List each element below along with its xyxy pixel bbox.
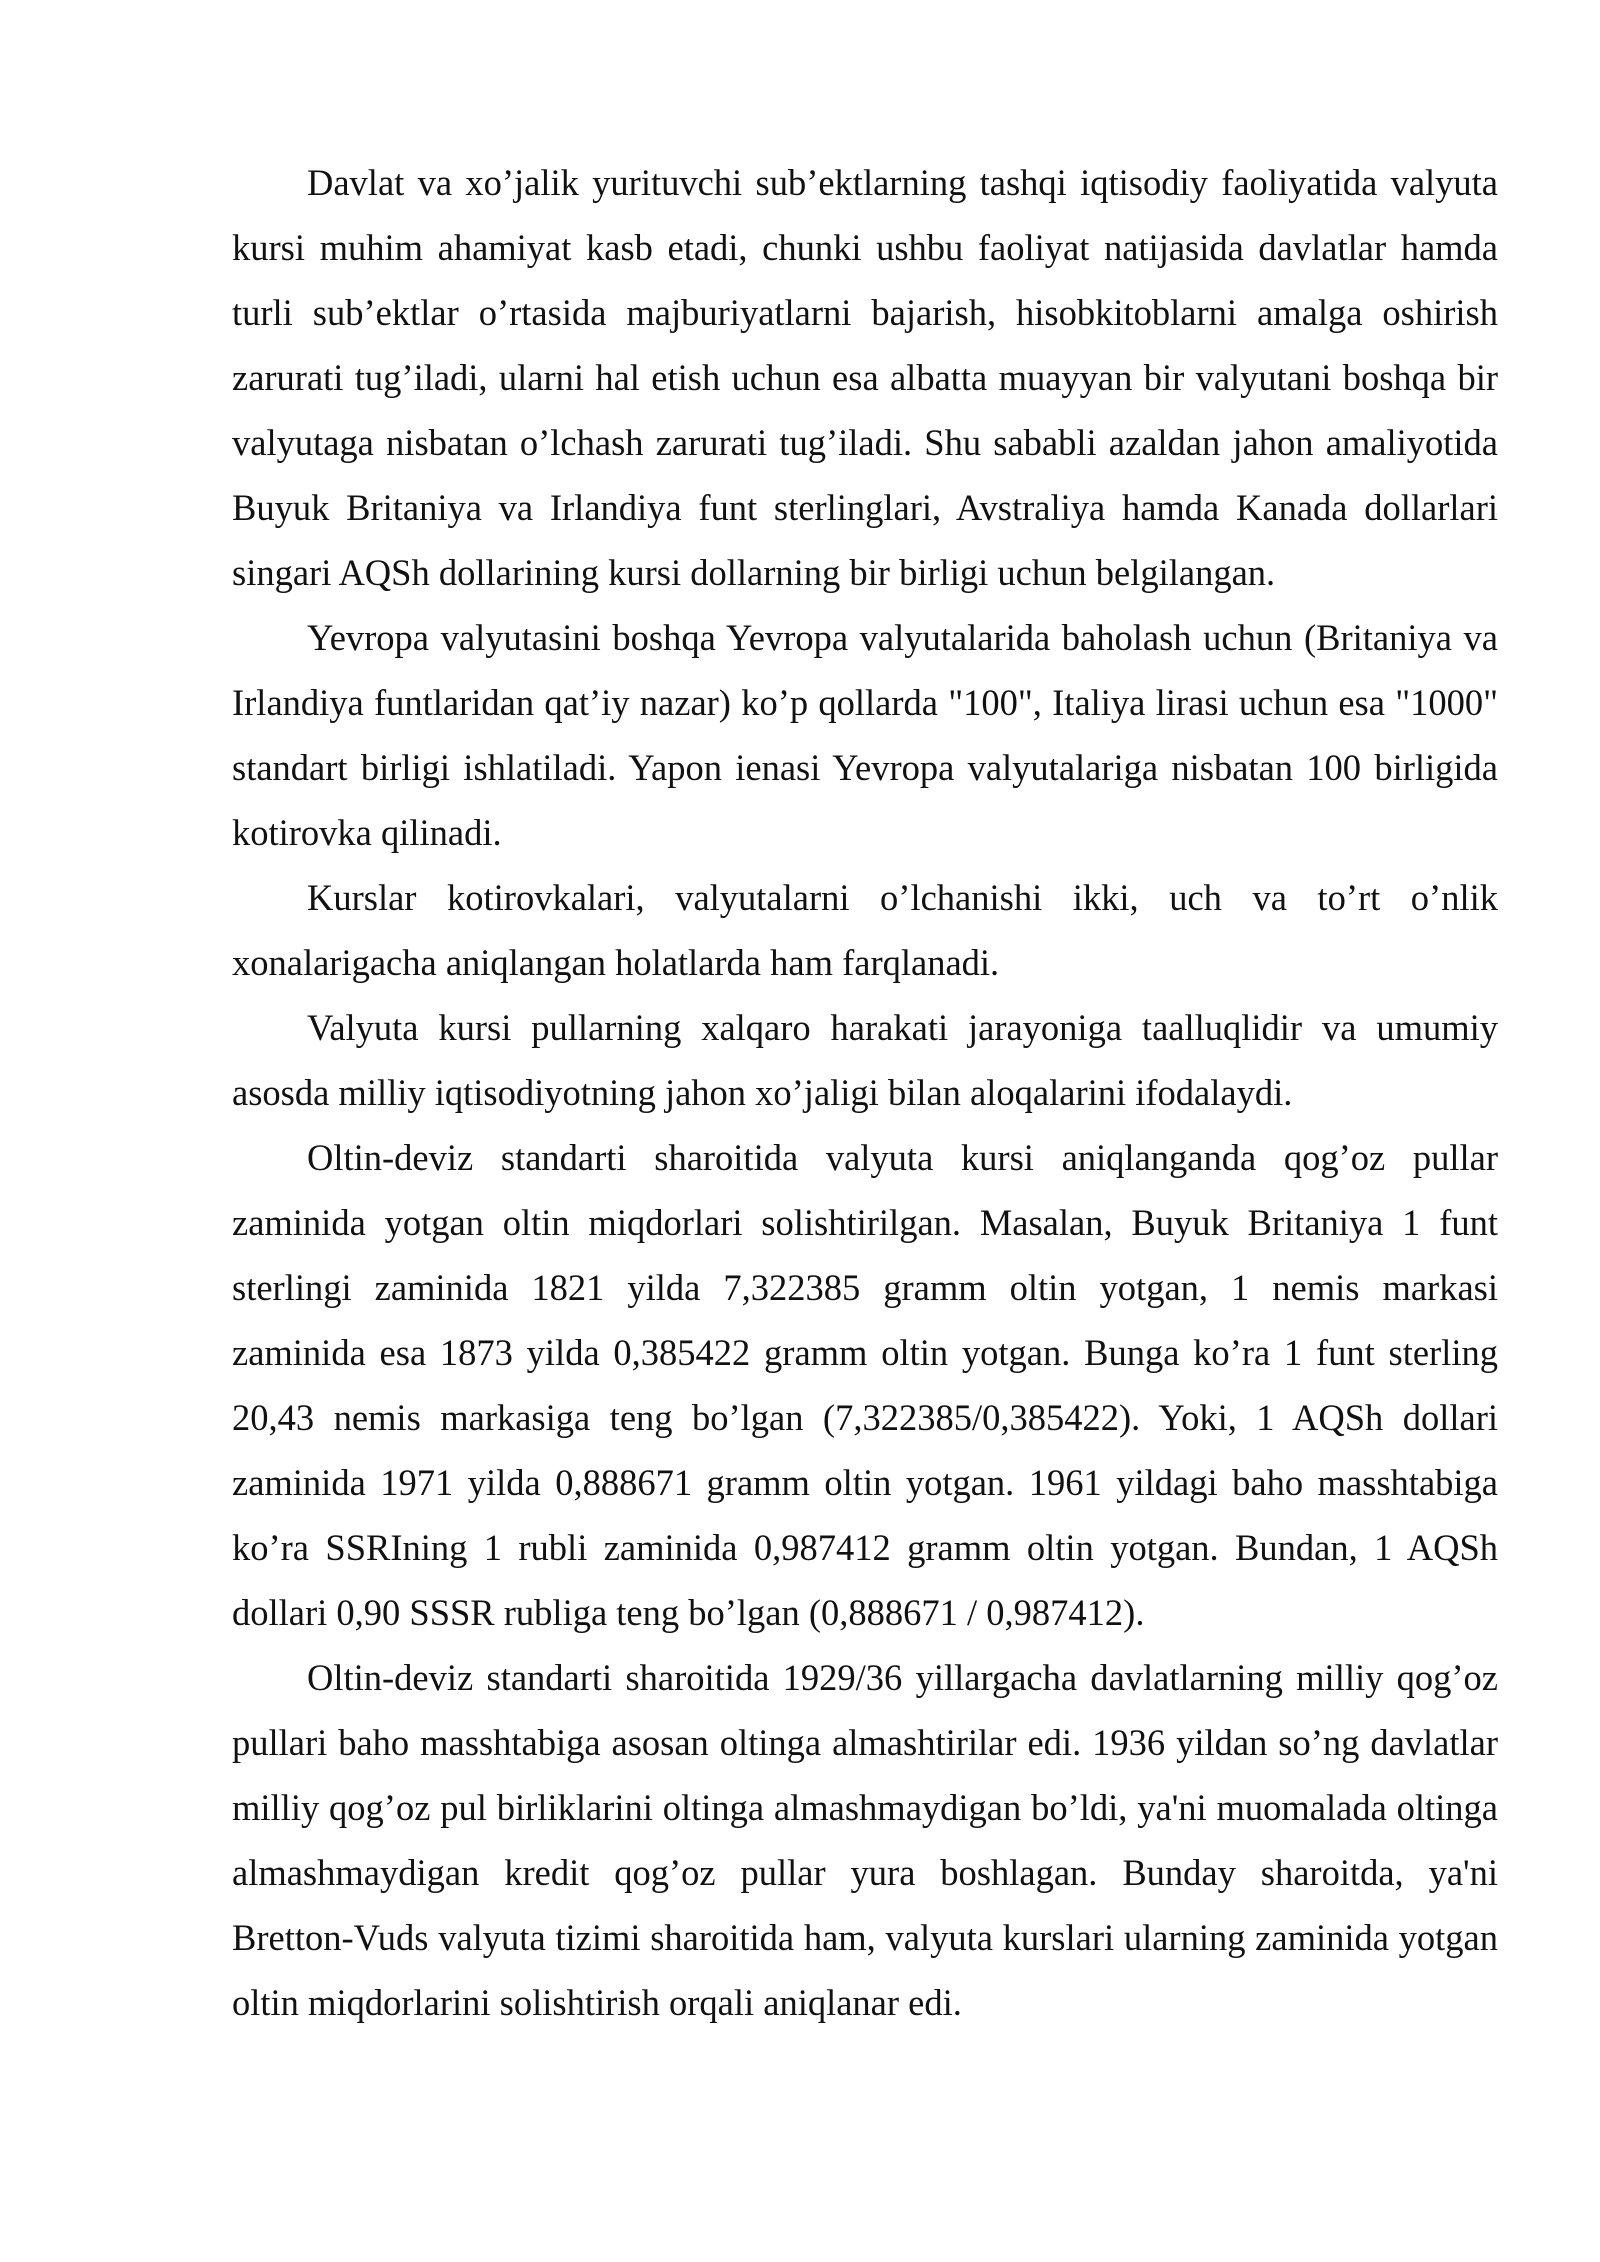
paragraph-4: Valyuta kursi pullarning xalqaro harakati jarayoniga taalluqlidir va umumiy asosda milliy iqtisodiyotning jahon xo’jaligi bilan aloqalarini ifodalaydi. (232, 1007, 1498, 1113)
paragraph-5: Oltin-deviz standarti sharoitida valyuta kursi aniqlanganda qog’oz pullar zaminida yotgan oltin miqdorlari solishtirilgan. Masalan, Buyuk Britaniya 1 funt sterlingi zaminida 1821 yilda 7,322385 gramm oltin yotgan, 1 nemis markasi zaminida esa 1873 yilda 0,385422 gramm oltin yotgan. Bunga ko’ra 1 funt sterling 20,43 nemis markasiga teng bo’lgan (7,322385/0,385422). Yoki, 1 AQSh dollari zaminida 1971 yilda 0,888671 gramm oltin yotgan. 1961 yildagi baho masshtabiga ko’ra SSRIning 1 rubli zaminida 0,987412 gramm oltin yotgan. Bundan, 1 AQSh dollari 0,90 SSSR rubliga teng bo’lgan (0,888671 / 0,987412). (232, 1137, 1498, 1633)
paragraph-3: Kurslar kotirovkalari, valyutalarni o’lchanishi ikki, uch va to’rt o’nlik xonalarigacha aniqlangan holatlarda ham farqlanadi. (232, 877, 1498, 983)
document-page (232, 150, 1498, 2035)
paragraph-6: Oltin-deviz standarti sharoitida 1929/36 yillargacha davlatlarning milliy qog’oz pullari baho masshtabiga asosan oltinga almashtirilar edi. 1936 yildan so’ng davlatlar milliy qog’oz pul birliklarini oltinga almashmaydigan bo’ldi, ya'ni muomalada oltinga almashmaydigan kredit qog’oz pullar yura boshlagan. Bunday sharoitda, ya'ni Bretton-Vuds valyuta tizimi sharoitida ham, valyuta kurslari ularning zaminida yotgan oltin miqdorlarini solishtirish orqali aniqlanar edi. (232, 1657, 1498, 2023)
paragraph-2: Yevropa valyutasini boshqa Yevropa valyutalarida baholash uchun (Britaniya va Irlandiya funtlaridan qat’iy nazar) ko’p qollarda "100", Italiya lirasi uchun esa "1000" standart birligi ishlatiladi. Yapon ienasi Yevropa valyutalariga nisbatan 100 birligida kotirovka qilinadi. (232, 617, 1498, 853)
paragraph-1: Davlat va xo’jalik yurituvchi sub’ektlarning tashqi iqtisodiy faoliyatida valyuta kursi muhim ahamiyat kasb etadi, chunki ushbu faoliyat natijasida davlatlar hamda turli sub’ektlar o’rtasida majburiyatlarni bajarish, hisobkitoblarni amalga oshirish zarurati tug’iladi, ularni hal etish uchun esa albatta muayyan bir valyutani boshqa bir valyutaga nisbatan o’lchash zarurati tug’iladi. Shu sababli azaldan jahon amaliyotida Buyuk Britaniya va Irlandiya funt sterlinglari, Avstraliya hamda Kanada dollarlari singari AQSh dollarining kursi dollarning bir birligi uchun belgilangan. (232, 162, 1498, 593)
